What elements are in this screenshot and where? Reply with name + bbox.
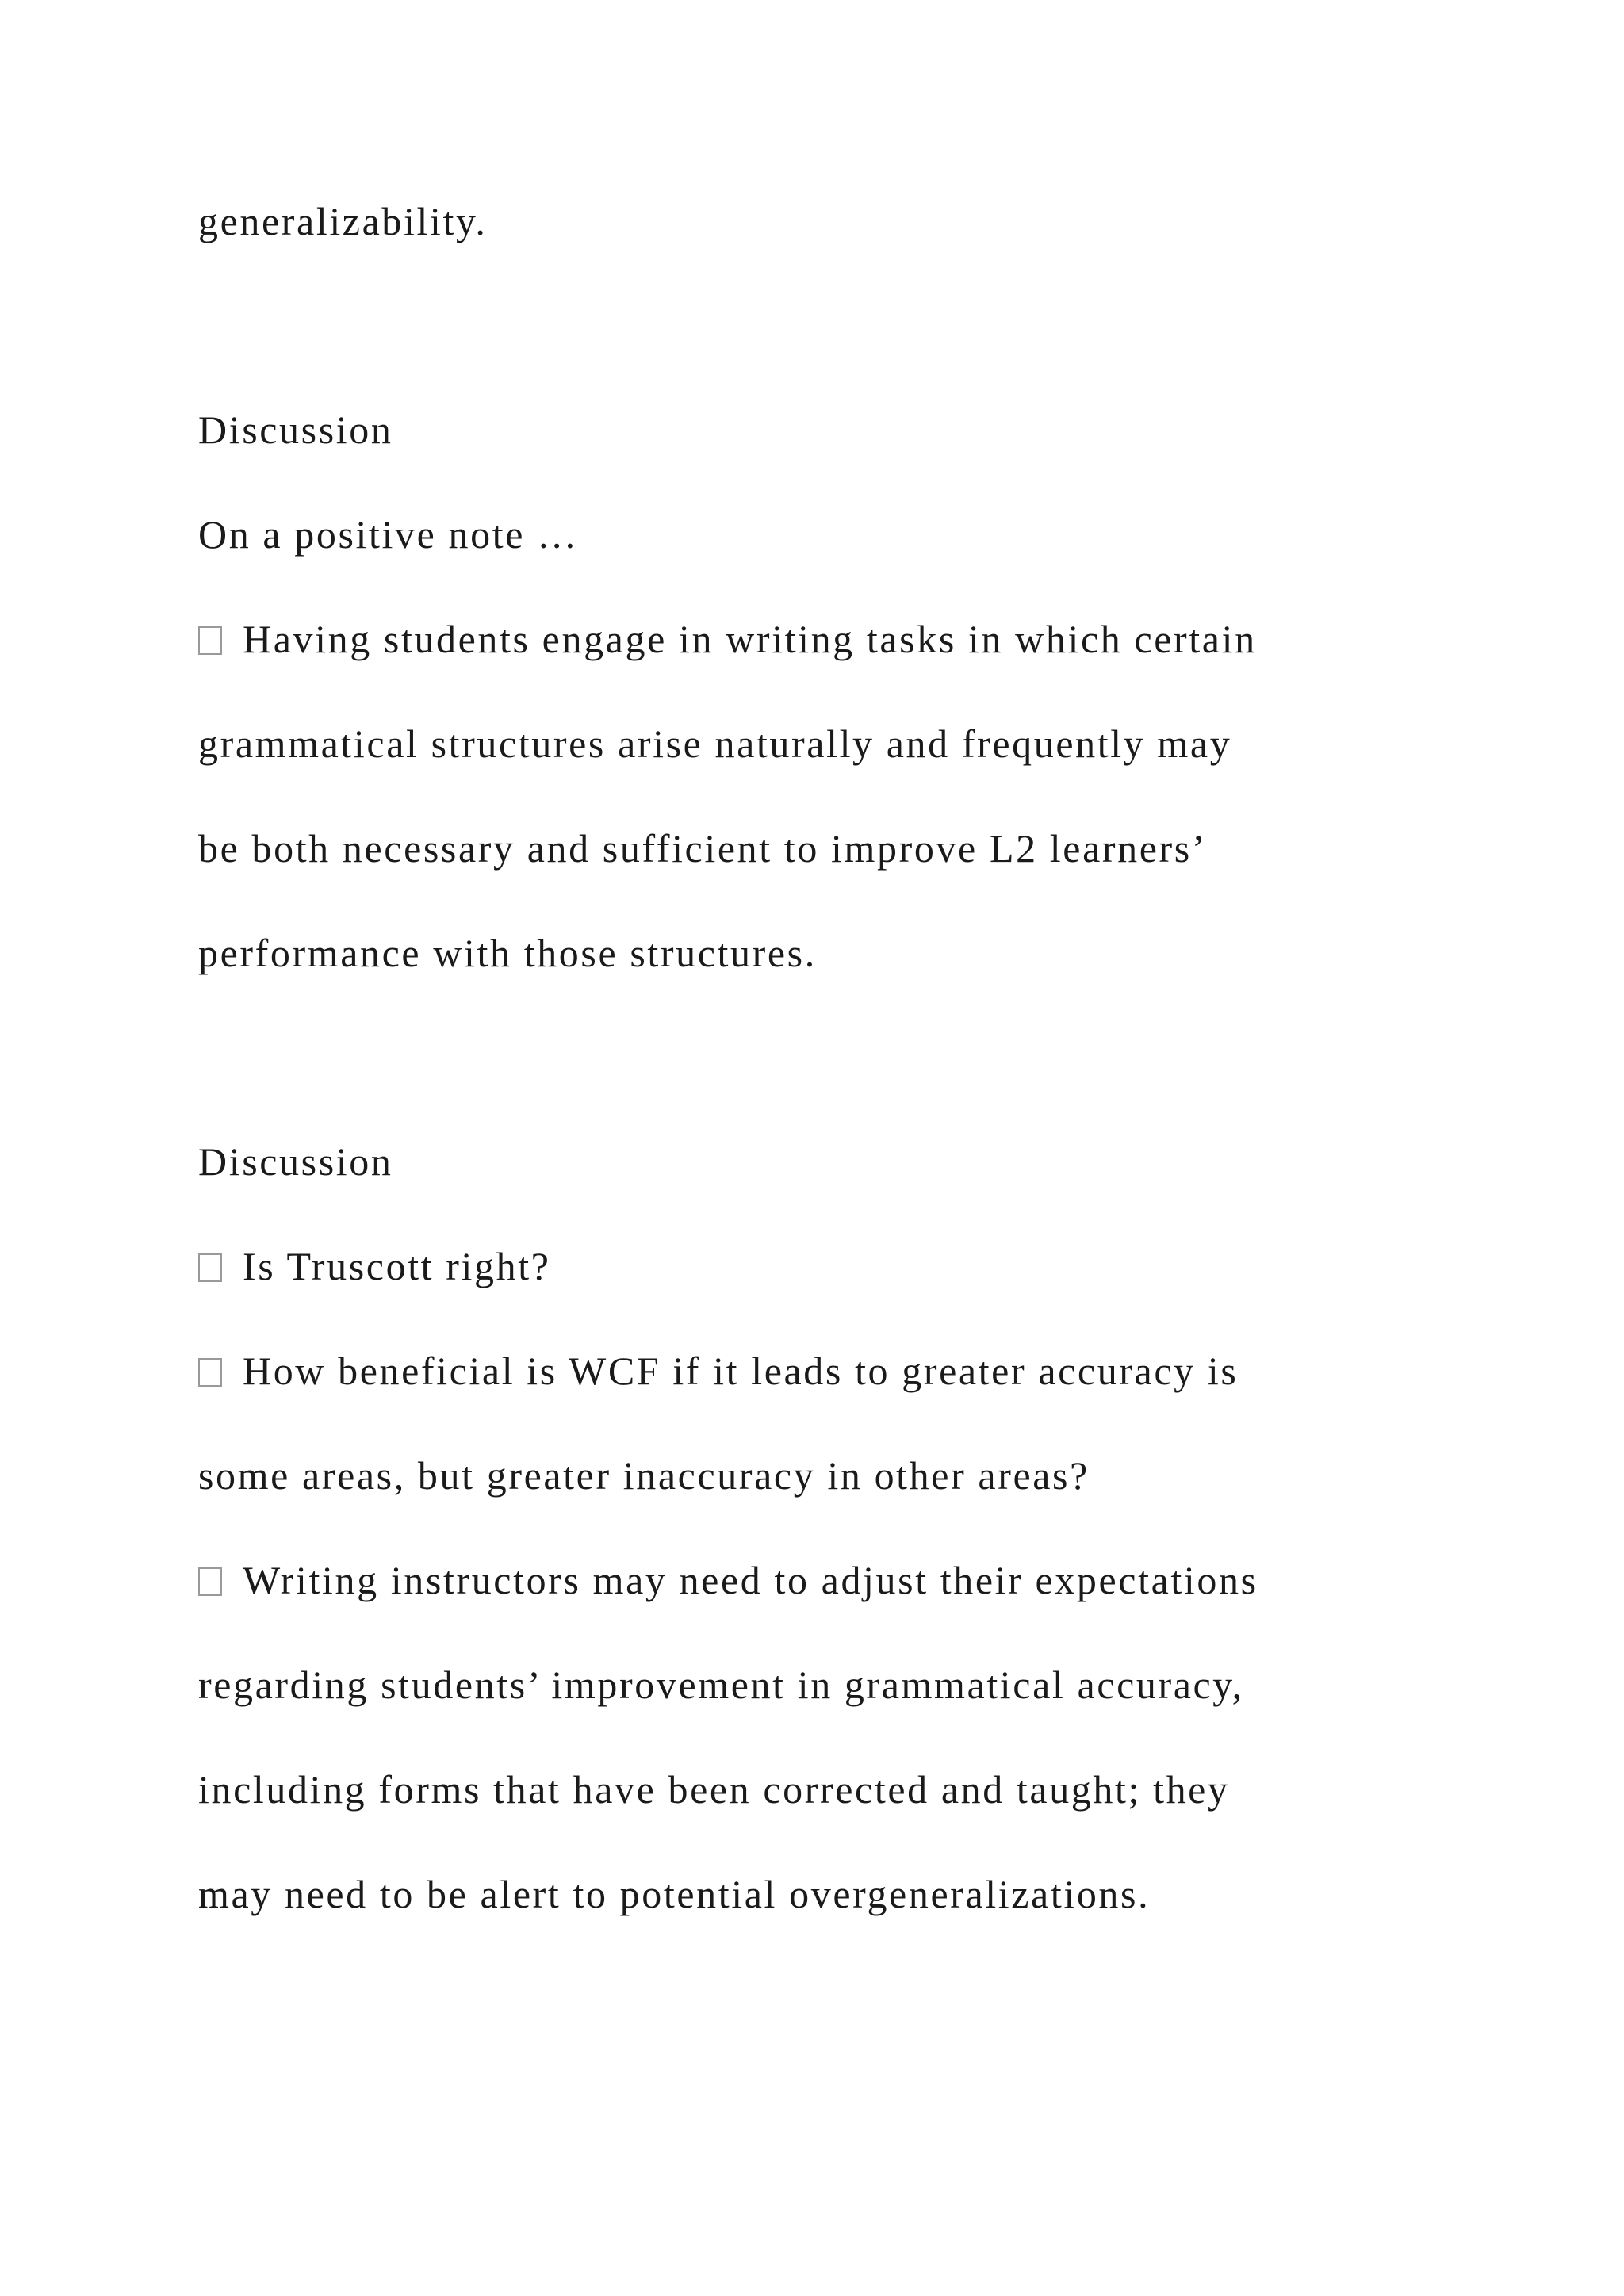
bullet-text: Having students engage in writing tasks in which certain (243, 617, 1257, 661)
bullet-text: Writing instructors may need to adjust their expectations (243, 1558, 1258, 1602)
missing-glyph-box-icon (198, 1358, 222, 1387)
continuation-text: generalizability. (198, 199, 488, 243)
bullet-line: grammatical structures arise naturally and frequently may (198, 721, 1232, 766)
bullet-line: performance with those structures. (198, 931, 817, 975)
bullet-line: may need to be alert to potential overgeneralizations. (198, 1872, 1151, 1916)
bullet-line: some areas, but greater inaccuracy in other areas? (198, 1453, 1090, 1498)
missing-glyph-box-icon (198, 626, 222, 655)
bullet-line (198, 1351, 1238, 1391)
missing-glyph-box-icon (198, 1253, 222, 1282)
bullet-line: including forms that have been corrected and taught; they (198, 1767, 1230, 1812)
missing-glyph-box-icon (198, 1567, 222, 1596)
bullet-text: How beneficial is WCF if it leads to greater accuracy is (243, 1349, 1239, 1393)
bullet-line (198, 1560, 1258, 1600)
bullet-text: Is Truscott right? (243, 1244, 551, 1288)
bullet-line: regarding students’ improvement in grammatical accuracy, (198, 1663, 1244, 1707)
section-intro: On a positive note … (198, 512, 579, 557)
section-heading: Discussion (198, 1139, 393, 1184)
bullet-line: be both necessary and sufficient to improve L2 learners’ (198, 826, 1208, 871)
bullet-line (198, 619, 1257, 659)
section-heading: Discussion (198, 408, 393, 452)
bullet-line (198, 1246, 551, 1286)
